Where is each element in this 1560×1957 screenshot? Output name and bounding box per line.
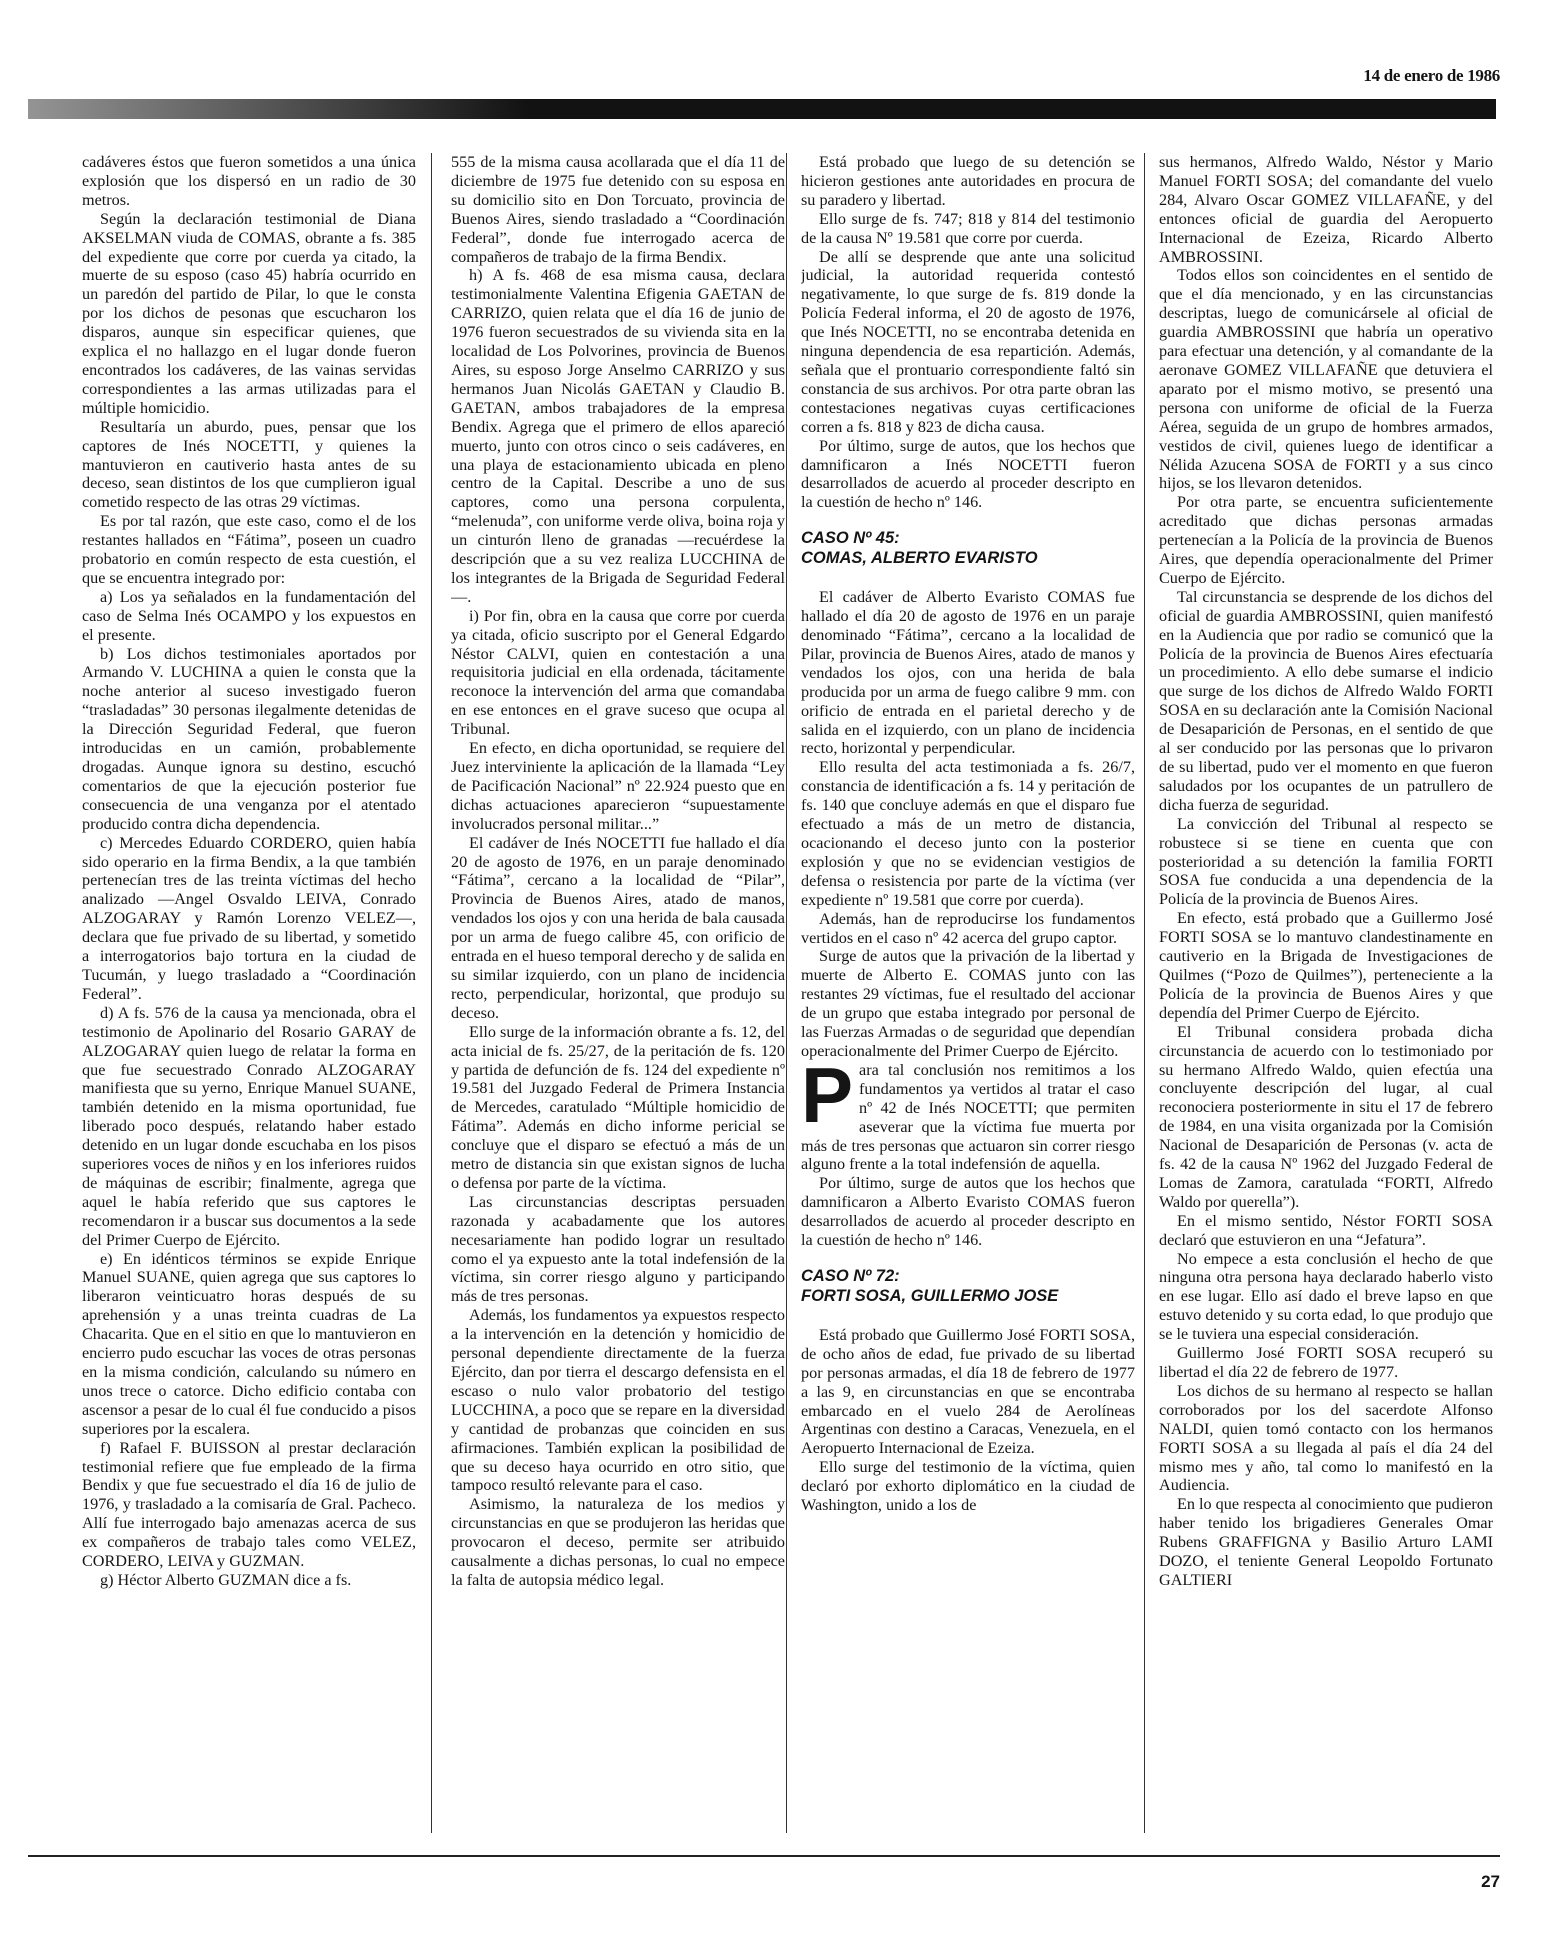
case-45-heading — [801, 528, 1135, 568]
footer-rule — [28, 1855, 1500, 1857]
paragraph: Está probado que luego de su detención se hicieron gestiones ante autoridades en procura de su paradero y libertad. — [801, 153, 1135, 209]
paragraph: En efecto, está probado que a Guillermo José FORTI SOSA se lo mantuvo clandestinamente en cautiverio en la Brigada de Investigaciones de Quilmes (“Pozo de Quilmes”), perteneciente a la Policía de la provincia de Buenos Aires y que dependía del Primer Cuerpo de Ejército. — [1159, 909, 1493, 1022]
paragraph: El Tribunal considera probada dicha circunstancia de acuerdo con lo testimoniado por su hermano Alfredo Waldo, quien efectúa una concluyente descripción del lugar, al cual reconociera posteriormente in situ el 17 de febrero de 1984, en una visita organizada por la Comisión Nacional de Desaparición de Personas (v. acta de fs. 42 de la causa Nº 1962 del Juzgado Federal de Lomas de Zamora, caratulada “FORTI, Alfredo Waldo por querella”). — [1159, 1022, 1493, 1211]
paragraph: Ello resulta del acta testimoniada a fs. 26/7, constancia de identificación a fs. 14 y peritación de fs. 140 que concluye además en que el disparo fue efectuado a más de un metro de distancia, ocacionando el deceso junto con la posterior explosión y que no se evidencian vestigios de defensa o resistencia por parte de la víctima (ver expediente nº 19.581 que corre por cuerda). — [801, 758, 1135, 909]
paragraph: d) A fs. 576 de la causa ya mencionada, obra el testimonio de Apolinario del Rosario GARAY de ALZOGARAY quien luego de relatar la forma en que fue secuestrado Conrado ALZOGARAY manifiesta que su yerno, Enrique Manuel SUANE, también detenido en la misma oportunidad, fue liberado poco después, relatando haber estado detenido en un lugar donde escuchaba en los pisos superiores voces de niños y en los inferiores ruidos de máquinas de escribir; finalmente, agrega que aquel le había referido que sus captores le recomendaron ir a buscar sus documentos a la sede del Primer Cuerpo de Ejército. — [82, 1003, 416, 1249]
case-number: CASO Nº 72: — [801, 1266, 900, 1285]
case-72-heading — [801, 1266, 1135, 1306]
column-1 — [82, 153, 416, 1833]
paragraph: Surge de autos que la privación de la libertad y muerte de Alberto E. COMAS junto con las restantes 29 víctimas, fue el resultado del accionar de un grupo que estaba integrado por personal de las Fuerzas Armadas o de seguridad que dependían operacionalmente del Primer Cuerpo de Ejército. — [801, 947, 1135, 1060]
paragraph: Además, han de reproducirse los fundamentos vertidos en el caso nº 42 acerca del grupo captor. — [801, 909, 1135, 947]
paragraph: Está probado que Guillermo José FORTI SOSA, de ocho años de edad, fue privado de su libertad por personas armadas, el día 18 de febrero de 1977 a las 9, en circunstancias en que se encontraba embarcado en el vuelo 284 de Aerolíneas Argentinas con destino a Caracas, Venezuela, en el Aeropuerto Internacional de Ezeiza. — [801, 1325, 1135, 1458]
case-name: FORTI SOSA, GUILLERMO JOSE — [801, 1286, 1059, 1305]
drop-cap: P — [801, 1050, 854, 1139]
paragraph: g) Héctor Alberto GUZMAN dice a fs. — [100, 1570, 352, 1589]
paragraph: i) Por fin, obra en la causa que corre por cuerda ya citada, oficio suscripto por el General Edgardo Néstor CALVI, quien en contestación a una requisitoria judicial en ella ordenada, tácitamente reconoce la intervención del arma que comandaba en ese entonces en el grave suceso que ocupa al Tribunal. — [451, 606, 785, 739]
paragraph: h) A fs. 468 de esa misma causa, declara testimonialmente Valentina Efigenia GAETAN de CARRIZO, quien relata que el día 16 de junio de 1976 fueron secuestrados de su vivienda sita en la localidad de Los Polvorines, provincia de Buenos Aires, su esposo Jorge Anselmo CARRIZO y sus hermanos Juan Nicolás GAETAN y Claudio B. GAETAN, ambos trabajadores de la empresa Bendix. Agrega que el primero de ellos apareció muerto, junto con otros cinco o seis cadáveres, en una playa de estacionamiento ubicada en pleno centro de la Capital. Describe a uno de sus captores, como una persona corpulenta, “melenuda”, con uniforme verde oliva, boina roja y un cinturón lleno de granadas —recuérdese la descripción que a su vez realiza LUCCHINA de los integrantes de la Brigada de Seguridad Federal—. — [451, 266, 785, 606]
case-name: COMAS, ALBERTO EVARISTO — [801, 549, 1038, 568]
paragraph: Ello surge del testimonio de la víctima, quien declaró por exhorto diplomático en la ciudad de Washington, unido a los de — [801, 1458, 1135, 1515]
paragraph: En el mismo sentido, Néstor FORTI SOSA declaró que estuvieron en una “Jefatura”. — [1159, 1211, 1493, 1249]
column-2 — [451, 153, 785, 1833]
header-bar-fade — [28, 97, 528, 123]
paragraph: Las circunstancias descriptas persuaden razonada y acabadamente que los autores necesariamente han podido lograr un resultado como el ya expuesto ante la total indefensión de la víctima, sin correr riesgo alguno y participando más de tres personas. — [451, 1192, 785, 1306]
paragraph: cadáveres éstos que fueron sometidos a una única explosión que los dispersó en un radio de 30 metros. — [82, 153, 416, 209]
dropcap-text: ara tal conclusión nos remitimos a los fundamentos ya vertidos al tratar el caso nº 42 de Inés NOCETTI; que permiten aseverar que la víctima fue muerta por más de tres personas que actuaron sin correr riesgo alguno frente a la total indefensión de aquella. — [801, 1060, 1135, 1174]
case-number: CASO Nº 45: — [801, 529, 900, 548]
paragraph: Todos ellos son coincidentes en el sentido de que el día mencionado, y en las circunstancias descriptas, luego de comunicársele al oficial de guardia AMBROSSINI que habría un operativo para efectuar una detención, y al comandante de la aeronave GOMEZ VILLAFAÑE que detuviera el aparato por el mismo motivo, se presentó una persona con uniforme de oficial de la Fuerza Aérea, seguida de un grupo de hombres armados, vestidos de civil, quienes luego de identificar a Nélida Azucena SOSA de FORTI y a sus cinco hijos, se los llevaron detenidos. — [1159, 266, 1493, 493]
paragraph: No empece a esta conclusión el hecho de que ninguna otra persona haya declarado haberlo visto en ese lugar. Ello así dado el breve lapso en que estuvo detenido y su corta edad, lo que produjo que se le tuviera una especial consideración. — [1159, 1249, 1493, 1344]
paragraph: El cadáver de Alberto Evaristo COMAS fue hallado el día 20 de agosto de 1976 en un paraje denominado “Fátima”, cercano a la localidad de Pilar, provincia de Buenos Aires, atado de manos y vendados los ojos, con una herida de bala producida por un arma de fuego calibre 9 mm. con orificio de entrada en el parietal derecho y de salida en el izquierdo, con un plano de incidencia recto, horizontal y perpendicular. — [801, 588, 1135, 758]
paragraph: c) Mercedes Eduardo CORDERO, quien había sido operario en la firma Bendix, a la que también pertenecían tres de las treinta víctimas del hecho analizado —Angel Osvaldo LEIVA, Conrado ALZOGARAY y Ramón Lorenzo VELEZ—, declara que fue privado de su libertad, y sometido a interrogatorios bajo tortura en la ciudad de Tucumán, y luego trasladado a “Coordinación Federal”. — [82, 833, 416, 1003]
paragraph: Según la declaración testimonial de Diana AKSELMAN viuda de COMAS, obrante a fs. 385 del expediente que corre por cuerda ya citado, la muerte de su esposo (caso 45) habría ocurrido en un paredón del partido de Pilar, lo que le consta por los dichos de pesonas que escucharon los disparos, aunque sin especificar quienes, que explica el no hallazgo en el lugar donde fueron encontrados los cadáveres, de las vainas servidas correspondientes a las armas utilizadas para el múltiple homicidio. — [82, 209, 416, 417]
paragraph: e) En idénticos términos se expide Enrique Manuel SUANE, quien agrega que sus captores lo liberaron veinticuatro horas después de su aprehensión y a unas treinta cuadras de La Chacarita. Que en el sitio en que lo mantuvieron en encierro pudo escuchar las voces de otras personas en la misma condición, calculando su número en unos trece o catorce. Dicho edificio contaba con ascensor a pesar de lo cual él fue conducido a pisos superiores por la escalera. — [82, 1249, 416, 1438]
paragraph: Además, los fundamentos ya expuestos respecto a la intervención en la detención y homicidio de personal dependiente directamente de la fuerza Ejército, dan por tierra el descargo defensista en el escaso o nulo valor probatorio del testigo LUCCHINA, a poco que se repare en la diversidad y cantidad de probanzas que coinciden en sus afirmaciones. También explican la posibilidad de que su deceso haya ocurrido en otro sitio, que tampoco resultó relevante para el caso. — [451, 1306, 785, 1495]
paragraph: Por último, surge de autos, que los hechos que damnificaron a Inés NOCETTI fueron desarrollados de acuerdo al proceder descripto en la cuestión de hecho nº 146. — [801, 436, 1135, 512]
paragraph: Resultaría un aburdo, pues, pensar que los captores de Inés NOCETTI, y quienes la mantuvieron en cautiverio hasta antes de su deceso, sean distintos de los que cumplieron igual cometido respecto de las otras 29 víctimas. — [82, 417, 416, 512]
paragraph: Por último, surge de autos que los hechos que damnificaron a Alberto Evaristo COMAS fueron desarrollados de acuerdo al proceder descripto en la cuestión de hecho nº 146. — [801, 1174, 1135, 1250]
paragraph: Ello surge de la información obrante a fs. 12, del acta inicial de fs. 25/27, de la peritación de fs. 120 y partida de defunción de fs. 124 del expediente nº 19.581 del Juzgado Federal de Primera Instancia de Mercedes, caratulado “Múltiple homicidio de Fátima”. Además en dicho informe pericial se concluye que el disparo se efectuó a más de un metro de distancia sin que existan signos de lucha o defensa por parte de la víctima. — [451, 1022, 785, 1192]
paragraph: En efecto, en dicha oportunidad, se requiere del Juez interviniente la aplicación de la llamada “Ley de Pacificación Nacional” nº 22.924 puesto que en dichas actuaciones aparecieron “supuestamente involucrados personal militar...” — [451, 739, 785, 833]
paragraph: b) Los dichos testimoniales aportados por Armando V. LUCHINA a quien le consta que la noche anterior al suceso investigado fueron “trasladadas” 30 personas ilegalmente detenidas de la Dirección Seguridad Federal, que fueron introducidas en un camión, probablemente drogadas. Aunque ignora su destino, escuchó comentarios de que la ejecución posterior fue consecuencia de una venganza por el atentado producido contra dicha dependencia. — [82, 644, 416, 833]
page-number: 27 — [1481, 1872, 1500, 1891]
paragraph: Es por tal razón, que este caso, como el de los restantes hallados en “Fátima”, poseen un cuadro probatorio en común respecto de esta cuestión, el que se encuentra integrado por: — [82, 512, 416, 587]
paragraph: El cadáver de Inés NOCETTI fue hallado el día 20 de agosto de 1976, en un paraje denominado “Fátima”, cercano a la localidad de “Pilar”, Provincia de Buenos Aires, atado de manos, vendados los ojos y con una herida de bala causada por un arma de fuego calibre 45, con orificio de entrada en el hueso temporal derecho y de salida en su similar izquierdo, con un plano de incidencia recto, perpendicular, horizontal, que produjo su deceso. — [451, 833, 785, 1022]
column-divider — [1144, 153, 1145, 1833]
paragraph: En lo que respecta al conocimiento que pudieron haber tenido los brigadieres Generales Omar Rubens GRAFFIGNA y Basilio Arturo LAMI DOZO, el teniente General Leopoldo Fortunato GALTIERI — [1159, 1495, 1493, 1589]
column-4 — [1159, 153, 1493, 1833]
paragraph: f) Rafael F. BUISSON al prestar declaración testimonial refiere que fue empleado de la firma Bendix y que fue secuestrado el día 16 de julio de 1976, y trasladado a la comisaría de Gral. Pacheco. Allí fue interrogado bajo amenazas acerca de sus ex compañeros de trabajo tales como VELEZ, CORDERO, LEIVA y GUZMAN. — [82, 1438, 416, 1571]
paragraph: La convicción del Tribunal al respecto se robustece si se tiene en cuenta que con posterioridad a su detención la familia FORTI SOSA fue conducida a una dependencia de la Policía de la provincia de Buenos Aires. — [1159, 814, 1493, 909]
paragraph: De allí se desprende que ante una solicitud judicial, la autoridad requerida contestó negativamente, lo que surge de fs. 819 donde la Policía Federal informa, el 20 de agosto de 1976, que Inés NOCETTI, no se encontraba detenida en ninguna dependencia de esa repartición. Además, señala que el prontuario correspondiente faltó sin constancia de sus archivos. Por otra parte obran las contestaciones negativas cuyas certificaciones corren a fs. 818 y 823 de dicha causa. — [801, 247, 1135, 436]
paragraph: 555 de la misma causa acollarada que el día 11 de diciembre de 1975 fue detenido con su esposa en su domicilio sito en Don Torcuato, provincia de Buenos Aires, siendo trasladado a “Coordinación Federal”, donde fue interrogado acerca de compañeros de trabajo de la firma Bendix. — [451, 153, 785, 266]
column-divider — [786, 153, 787, 1833]
paragraph: Ello surge de fs. 747; 818 y 814 del testimonio de la causa Nº 19.581 que corre por cuerda. — [801, 209, 1135, 247]
paragraph: Guillermo José FORTI SOSA recuperó su libertad el día 22 de febrero de 1977. — [1159, 1344, 1493, 1381]
column-divider — [431, 153, 432, 1833]
paragraph: Asimismo, la naturaleza de los medios y circunstancias en que se produjeron las heridas que provocaron el deceso, permite ser atribuido causalmente a dichas personas, lo cual no empece la falta de autopsia médico legal. — [451, 1495, 785, 1589]
paragraph: Los dichos de su hermano al respecto se hallan corroborados por los del sacerdote Alfonso NALDI, quien tomó contacto con los hermanos FORTI SOSA a su llegada al país el día 24 del mismo mes y año, tal como lo manifestó en la Audiencia. — [1159, 1381, 1493, 1495]
paragraph: sus hermanos, Alfredo Waldo, Néstor y Mario Manuel FORTI SOSA; del comandante del vuelo 284, Alvaro Oscar GOMEZ VILLAFAÑE, y del entonces oficial de guardia del Aeropuerto Internacional de Ezeiza, Ricardo Alberto AMBROSSINI. — [1159, 153, 1493, 266]
paragraph: Por otra parte, se encuentra suficientemente acreditado que dichas personas armadas pertenecían a la Policía de la provincia de Buenos Aires, que dependía operacionalmente del Primer Cuerpo de Ejército. — [1159, 493, 1493, 587]
dropcap-paragraph — [801, 1050, 1135, 1174]
paragraph: Tal circunstancia se desprende de los dichos del oficial de guardia AMBROSSINI, quien manifestó en la Audiencia que por radio se comunicó que la Policía de la provincia de Buenos Aires efectuaría un procedimiento. A ello debe sumarse el indicio que surge de los dichos de Alfredo Waldo FORTI SOSA en su declaración ante la Comisión Nacional de Desaparición de Personas, en el sentido de que al ser conducido por las personas que lo privaron de su libertad, pudo ver el momento en que fueron saludados por los ocupantes de un patrullero de dicha fuerza de seguridad. — [1159, 587, 1493, 814]
column-3 — [801, 153, 1135, 1833]
issue-date: 14 de enero de 1986 — [1363, 66, 1500, 85]
paragraph: a) Los ya señalados en la fundamentación del caso de Selma Inés OCAMPO y los expuestos en el presente. — [82, 587, 416, 644]
